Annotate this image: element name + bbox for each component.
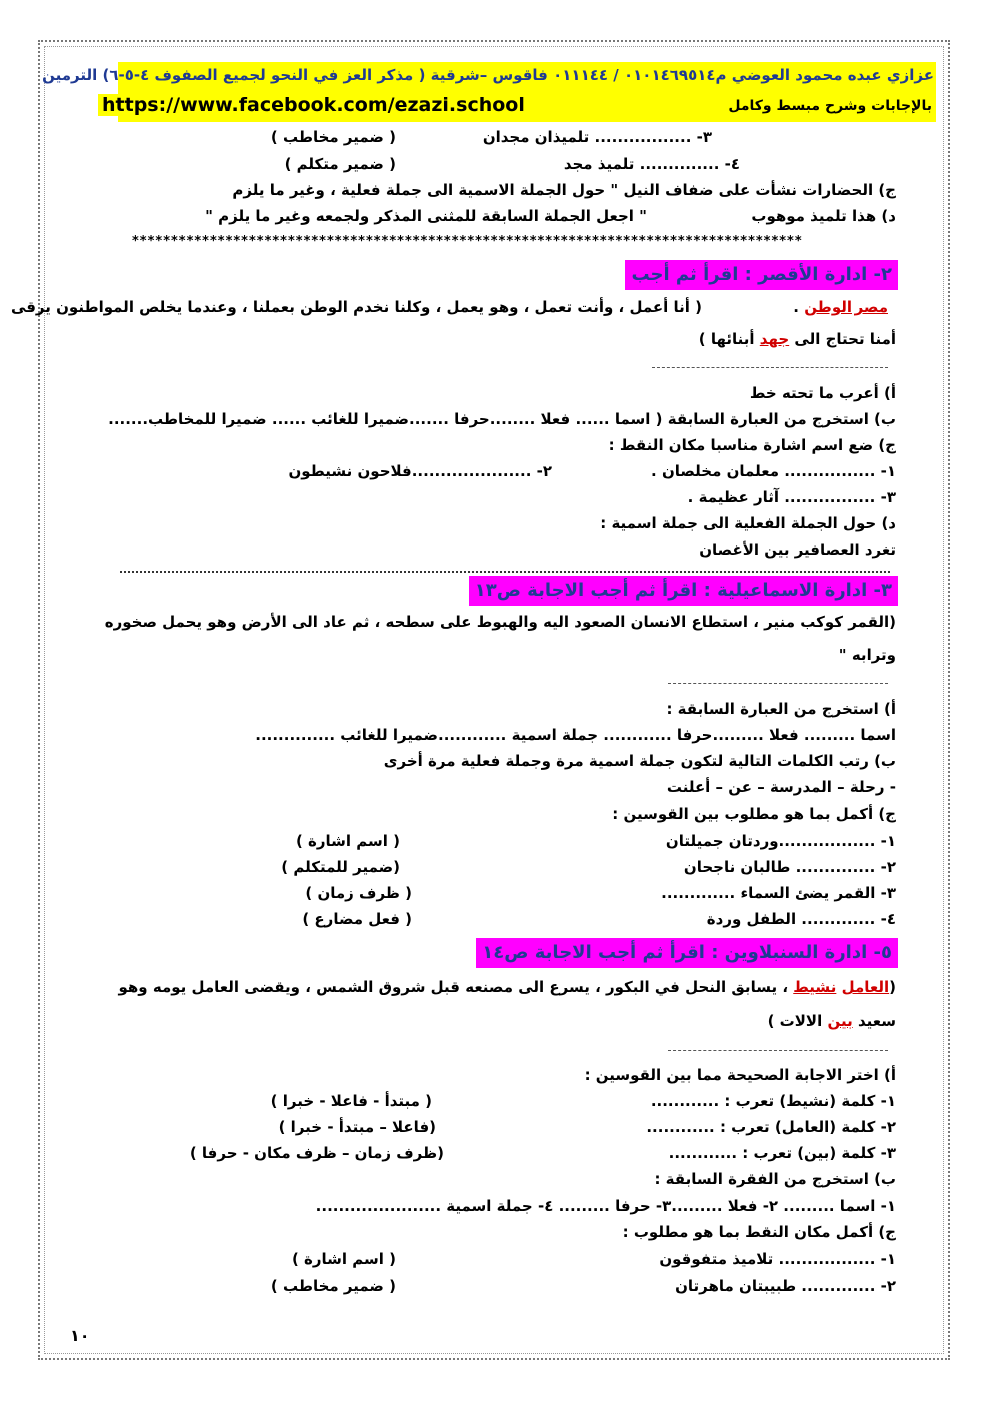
top-q3: ٣- ................. تلميذان مجدان (482, 128, 712, 146)
s2-question-c: ج) ضع اسم اشارة مناسبا مكان النقط : (608, 436, 896, 454)
s4-a2: ٢- كلمة (العامل) تعرب : ............ (646, 1118, 896, 1136)
section-luxor-title: ٢- ادارة الأقصر : اقرأ ثم أجب (625, 260, 898, 290)
s2-paragraph-line2: أمنا تحتاج الى جهد أبنائها ) (698, 330, 896, 348)
s4-c1-hint: ( اسم اشارة ) (291, 1250, 396, 1268)
s3-c2-hint: (ضمير للمتكلم ) (281, 858, 400, 876)
s4-a3: ٣- كلمة (بين) تعرب : ............ (668, 1144, 896, 1162)
top-question-d: د) هذا تلميذ موهوب (751, 207, 896, 225)
s2-divider (652, 367, 888, 368)
s4-question-c: ج) أكمل مكان النقط بما هو مطلوب : (622, 1223, 896, 1241)
top-q4-hint: ( ضمير متكلم ) (284, 155, 396, 173)
s3-c2: ٢- .............. طالبان ناجحان (683, 858, 896, 876)
dotted-separator (120, 571, 890, 573)
top-question-d-instruction: " اجعل الجملة السابقة للمثنى المذكر ولجمعه وغير ما يلزم " (205, 207, 647, 225)
section-sinbillawin-title: ٥- ادارة السنبلاوين : اقرأ ثم أجب الاجابة ص١٤ (476, 938, 898, 968)
s2-c3: ٣- ................ آثار عظيمة . (687, 488, 896, 506)
s3-c4: ٤- ............. الطفل وردة (706, 910, 896, 928)
header-author-line: عزازي عبده محمود العوضي م٠١٠١٤٦٩٥١٤ / ٠١١١٤٤ فاقوس –شرقية ( مذكر العز في النحو لجميع الصفوف ٤-٥-٦) الترمين (42, 66, 934, 84)
s3-c1: ١- .................وردتان جميلتان (665, 832, 896, 850)
s3-paragraph-line2: وترابه " (838, 646, 896, 664)
s3-divider (668, 683, 888, 684)
s2-question-a: أ) أعرب ما تحته خط (749, 384, 896, 402)
s3-question-c: ج) أكمل بما هو مطلوب بين القوسين : (612, 805, 896, 823)
s4-paragraph-line1: (العامل نشيط ، يسابق النحل في البكور ، يسرع الى مصنعه قبل شروق الشمس ، ويقضى العامل يومه وهو (118, 978, 896, 996)
s4-c2: ٢- ............. طبيبتان ماهرتان (675, 1277, 896, 1295)
star-separator: ************************************************************************************** (132, 234, 803, 249)
header-url-link[interactable]: https://www.facebook.com/ezazi.school (98, 94, 529, 116)
s3-a-items: اسما ......... فعلا .........حرفا ............ جملة اسمية ............ضميرا للغائب .............. (255, 726, 896, 744)
s4-paragraph-line2: سعيد بين الالات ) (767, 1012, 896, 1030)
top-q3-hint: ( ضمير مخاطب ) (270, 128, 396, 146)
top-question-j: ج) الحضارات نشأت على ضفاف النيل " حول الجملة الاسمية الى جملة فعلية ، وغير ما يلزم (232, 181, 896, 199)
s4-question-a: أ) اختر الاجابة الصحيحة مما بين القوسين : (584, 1066, 896, 1084)
s4-a1: ١- كلمة (نشيط) تعرب : ............ (650, 1092, 896, 1110)
s2-underlined-masr: مصر (854, 298, 888, 316)
s4-c2-hint: ( ضمير مخاطب ) (270, 1277, 396, 1295)
s4-c1: ١- ................. تلاميذ متفوقون (659, 1250, 896, 1268)
s4-a2-choices: (فاعلا – مبتدأ - خبرا ) (278, 1118, 436, 1136)
s3-c1-hint: ( اسم اشارة ) (295, 832, 400, 850)
s2-question-d: د) حول الجملة الفعلية الى جملة اسمية : (600, 514, 896, 532)
s2-underlined-watan: الوطن . (793, 298, 852, 316)
s2-d-sentence: تغرد العصافير بين الأغصان (699, 541, 896, 559)
page-number: ١٠ (70, 1326, 90, 1345)
s3-b-words: - رحلة – المدرسة – عن – أعلنت (666, 778, 896, 796)
s2-paragraph-line1: ( أنا أعمل ، وأنت تعمل ، وهو يعمل ، وكلنا نخدم الوطن بعملنا ، وعندما يخلص المواطنون يرقى (10, 298, 702, 316)
s2-c2: ٢- .....................فلاحون نشيطون (288, 462, 552, 480)
s4-a3-choices: (ظرف زمان – ظرف مكان - حرفا ) (189, 1144, 444, 1162)
s4-divider (668, 1050, 888, 1051)
s2-c1: ١- ................ معلمان مخلصان . (651, 462, 896, 480)
s4-a1-choices: ( مبتدأ - فاعلا - خبرا ) (270, 1092, 432, 1110)
s3-c4-hint: ( فعل مضارع ) (302, 910, 412, 928)
top-q4: ٤- .............. تلميذ مجد (563, 155, 740, 173)
s4-question-b: ب) استخرج من الفقرة السابقة : (654, 1170, 896, 1188)
s2-question-b: ب) استخرج من العبارة السابقة ( اسما ...... فعلا ........حرفا .......ضميرا للغائب ...... ضميرا للمخاطب....... (108, 410, 896, 428)
header-subtitle: بالإجابات وشرح مبسط وكامل (728, 98, 932, 114)
section-ismailia-title: ٣- ادارة الاسماعيلية : اقرأ ثم أجب الاجابة ص١٣ (469, 576, 898, 606)
s3-question-b: ب) رتب الكلمات التالية لتكون جملة اسمية مرة وجملة فعلية مرة أخرى (383, 752, 896, 770)
s3-c3: ٣- القمر يضئ السماء ............. (661, 884, 896, 902)
s4-b-items: ١- اسما ......... ٢- فعلا .........٣- حرفا ......... ٤- جملة اسمية ...................... (315, 1197, 896, 1215)
s3-question-a: أ) استخرج من العبارة السابقة : (666, 700, 896, 718)
s3-c3-hint: ( ظرف زمان ) (305, 884, 412, 902)
s3-paragraph-line1: (القمر كوكب منير ، استطاع الانسان الصعود اليه والهبوط على سطحه ، ثم عاد الى الأرض وهو يحمل صخوره (104, 613, 896, 631)
